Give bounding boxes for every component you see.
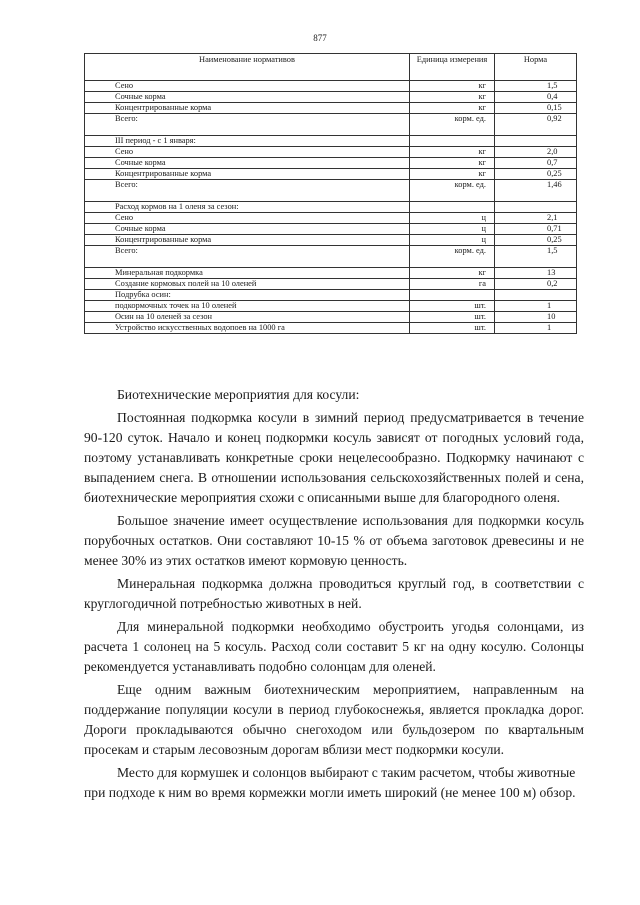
row-name-cell: Сено [85,147,410,158]
table-row [85,246,577,268]
table-row [85,235,577,246]
row-name-cell: Создание кормовых полей на 10 оленей [85,279,410,290]
row-unit-cell: кг [410,158,495,169]
row-unit-cell: га [410,279,495,290]
header-norm: Норма [495,54,577,81]
paragraph: Минеральная подкормка должна проводиться круглый год, в соответствии с круглогодичной потребностью животных в ней. [84,576,584,611]
table-row [85,279,577,290]
body-text [84,385,584,803]
row-unit-cell: шт. [410,301,495,312]
row-norm-cell: 0,71 [495,224,577,235]
section-heading: Биотехнические мероприятия для косули: [117,387,360,402]
row-norm-cell: 10 [495,312,577,323]
page-number: 877 [313,33,327,43]
row-norm-cell: 1,5 [495,246,577,268]
row-name-cell: Осин на 10 оленей за сезон [85,312,410,323]
norms-table [84,53,577,334]
row-unit-cell: кг [410,103,495,114]
table-body [85,81,577,334]
row-norm-cell: 0,25 [495,169,577,180]
row-norm-cell [495,202,577,213]
row-unit-cell [410,202,495,213]
row-name-cell: Концентрированные корма [85,235,410,246]
row-norm-cell: 0,2 [495,279,577,290]
row-norm-cell: 0,7 [495,158,577,169]
row-unit-cell [410,136,495,147]
table-row [85,180,577,202]
row-unit-cell: шт. [410,312,495,323]
paragraph: Для минеральной подкормки необходимо обустроить угодья солонцами, из расчета 1 солонец на 5 косуль. Расход соли составит 5 кг на одну косулю. Солонцы рекомендуется устанавливать подобно солонцам для оленей. [84,619,584,674]
table-row [85,114,577,136]
header-name: Наименование нормативов [85,54,410,81]
row-name-cell: Всего: [85,246,410,268]
paragraph: Постоянная подкормка косули в зимний период предусматривается в течение 90-120 суток. Начало и конец подкормки косуль зависят от погодных условий года, поэтому устанавливать конкретные сроки нецелесообразно. Подкормку начинают с выпадением снега. В отношении использования сельскохозяйственных полей и сена, биотехнические мероприятия схожи с описанными выше для благородного оленя. [84,410,584,505]
row-name-cell: Концентрированные корма [85,169,410,180]
row-name-cell: Устройство искусственных водопоев на 1000 га [85,323,410,334]
row-name-cell: III период - с 1 января: [85,136,410,147]
table-row [85,224,577,235]
table-row [85,202,577,213]
row-name-cell: Подрубка осин: [85,290,410,301]
row-unit-cell [410,290,495,301]
paragraph: Место для кормушек и солонцов выбирают с таким расчетом, чтобы животные при подходе к ним во время кормежки могли иметь широкий (не менее 100 м) обзор. [84,765,576,800]
row-unit-cell: кг [410,268,495,279]
row-unit-cell: кг [410,147,495,158]
table-row [85,301,577,312]
row-norm-cell: 0,25 [495,235,577,246]
header-unit: Единица измерения [410,54,495,81]
row-name-cell: Сено [85,213,410,224]
paragraph: Еще одним важным биотехническим мероприятием, направленным на поддержание популяции косули в период глубокоснежья, является прокладка дорог. Дороги прокладываются обычно снегоходом или бульдозером по квартальным просекам и старым лесовозным дорогам вблизи мест подкормки косули. [84,682,584,757]
row-unit-cell: ц [410,213,495,224]
table-row [85,312,577,323]
row-norm-cell: 2,1 [495,213,577,224]
row-norm-cell: 1,46 [495,180,577,202]
row-unit-cell: кг [410,169,495,180]
row-unit-cell: ц [410,235,495,246]
row-norm-cell: 1,5 [495,81,577,92]
row-unit-cell: кг [410,92,495,103]
row-norm-cell: 1 [495,323,577,334]
table-row [85,103,577,114]
table-row [85,290,577,301]
row-name-cell: Концентрированные корма [85,103,410,114]
row-norm-cell: 13 [495,268,577,279]
table-row [85,81,577,92]
table-row [85,136,577,147]
row-norm-cell: 1 [495,301,577,312]
row-name-cell: Всего: [85,114,410,136]
table-row [85,147,577,158]
row-norm-cell: 0,15 [495,103,577,114]
table-row [85,169,577,180]
row-norm-cell: 2,0 [495,147,577,158]
row-norm-cell: 0,92 [495,114,577,136]
row-norm-cell [495,136,577,147]
row-unit-cell: корм. ед. [410,180,495,202]
table-row [85,213,577,224]
row-name-cell: Расход кормов на 1 оленя за сезон: [85,202,410,213]
row-name-cell: Сочные корма [85,224,410,235]
row-norm-cell [495,290,577,301]
table-row [85,92,577,103]
row-name-cell: Сено [85,81,410,92]
row-unit-cell: шт. [410,323,495,334]
row-norm-cell: 0,4 [495,92,577,103]
row-name-cell: Всего: [85,180,410,202]
table-row [85,323,577,334]
row-name-cell: Минеральная подкормка [85,268,410,279]
paragraph: Большое значение имеет осуществление использования для подкормки косуль порубочных остатков. Они составляют 10-15 % от объема заготовок древесины и не менее 30% из этих остатков имеют кормовую ценность. [84,513,584,568]
table-row [85,158,577,169]
row-unit-cell: ц [410,224,495,235]
row-unit-cell: корм. ед. [410,114,495,136]
row-unit-cell: корм. ед. [410,246,495,268]
table-row [85,268,577,279]
row-name-cell: подкормочных точек на 10 оленей [85,301,410,312]
row-name-cell: Сочные корма [85,92,410,103]
row-unit-cell: кг [410,81,495,92]
table-header-row [85,54,577,81]
row-name-cell: Сочные корма [85,158,410,169]
